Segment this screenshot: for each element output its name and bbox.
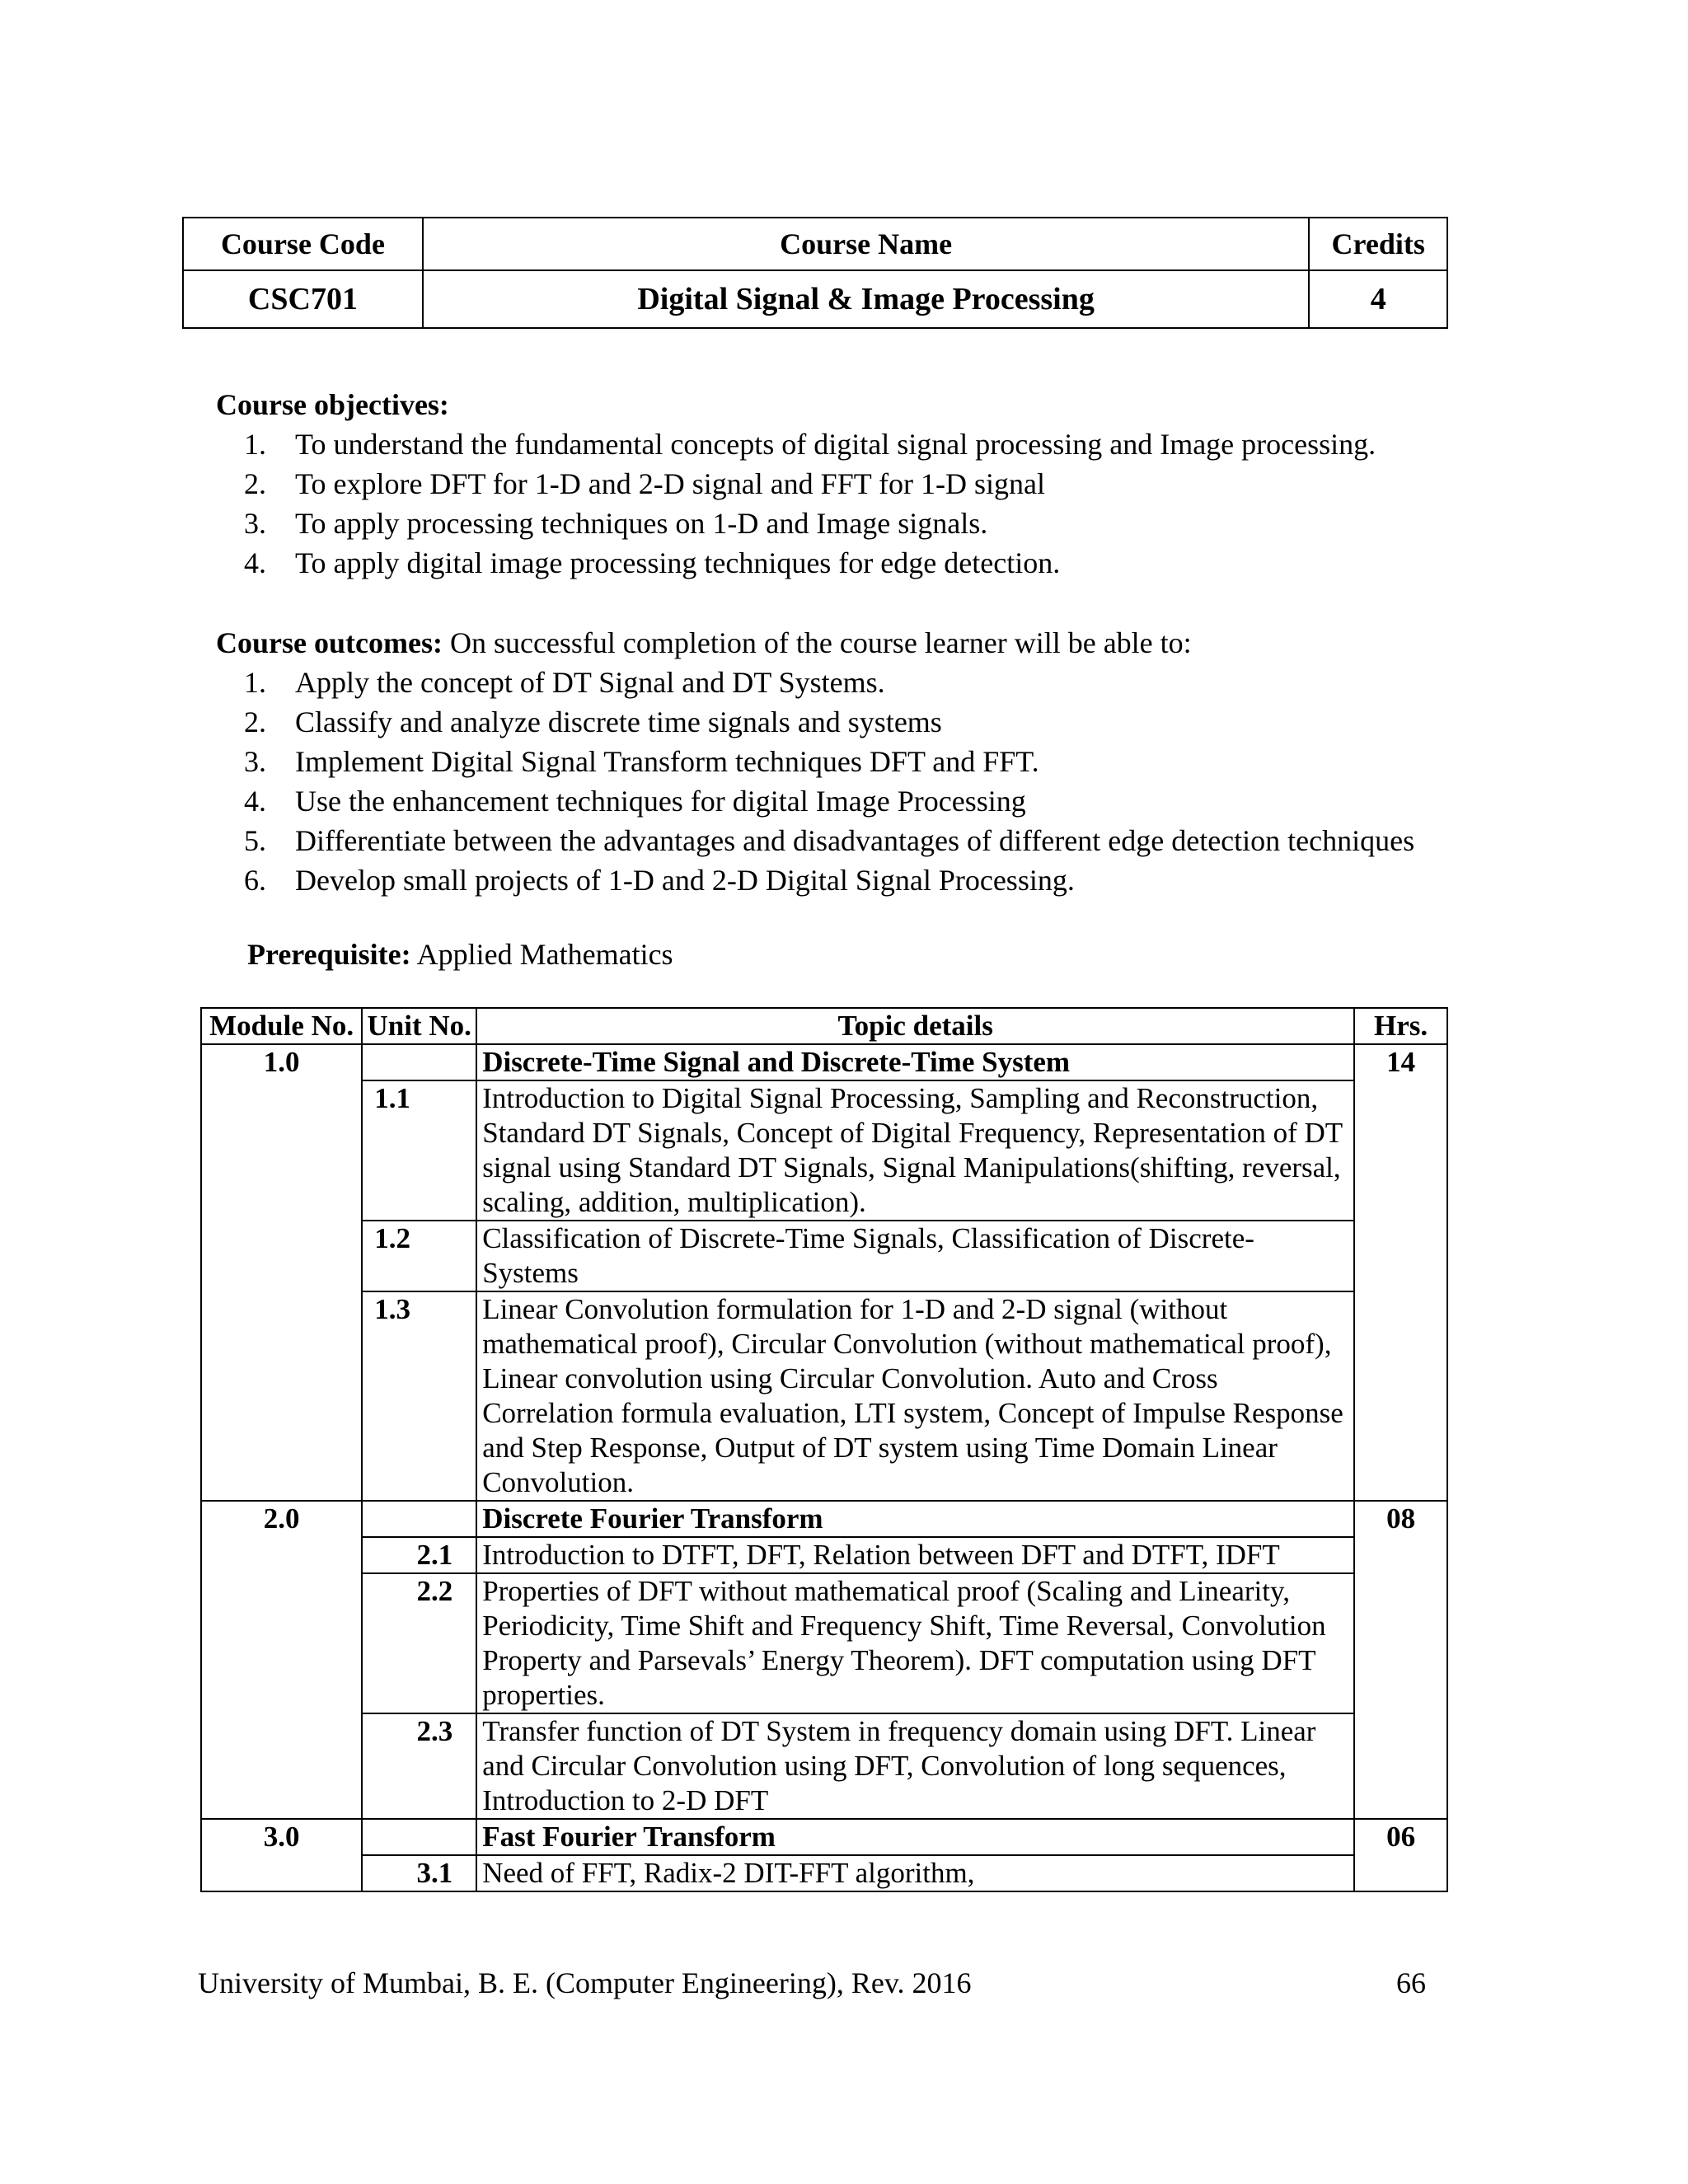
unit-topic: Linear Convolution formulation for 1-D and 2-D signal (without mathematical proof), Circular Convolution (without mathematical proof), Linear convolution using Circular Convolution. Auto and Cross Correlation formula evaluation, LTI system, Concept of Impulse Response and Step Response, Output of DT system using Time Domain Linear Convolution. [476, 1291, 1354, 1501]
footer-source: University of Mumbai, B. E. (Computer Engineering), Rev. 2016 [198, 1966, 972, 1999]
list-item: 1. Apply the concept of DT Signal and DT Systems. [244, 666, 885, 699]
table-row [201, 1573, 1447, 1713]
module-hours: 08 [1354, 1501, 1447, 1819]
table-row [201, 1221, 1447, 1291]
table-row [201, 1501, 1447, 1537]
module-no: 3.0 [201, 1819, 362, 1891]
course-objectives [216, 385, 1376, 583]
module-title: Fast Fourier Transform [476, 1819, 1354, 1855]
list-item: 1. To understand the fundamental concepts of digital signal processing and Image processing. [244, 428, 1376, 461]
table-row [201, 1291, 1447, 1501]
course-code-header: Course Code [183, 218, 423, 270]
course-code: CSC701 [183, 270, 423, 328]
unit-topic: Need of FFT, Radix-2 DIT-FFT algorithm, [476, 1855, 1354, 1891]
list-item: 4. Use the enhancement techniques for digital Image Processing [244, 785, 1026, 818]
module-hours: 06 [1354, 1819, 1447, 1891]
list-item: 6. Develop small projects of 1-D and 2-D Digital Signal Processing. [244, 864, 1075, 897]
unit-topic: Transfer function of DT System in frequency domain using DFT. Linear and Circular Convolution using DFT, Convolution of long sequences, Introduction to 2-D DFT [476, 1713, 1354, 1819]
prerequisite-label: Prerequisite: [247, 938, 411, 971]
list-item: 3. To apply processing techniques on 1-D and Image signals. [244, 507, 988, 540]
outcomes-heading: Course outcomes: [216, 626, 443, 659]
unit-no: 1.3 [362, 1291, 476, 1501]
table-row [201, 1819, 1447, 1855]
course-credits: 4 [1309, 270, 1447, 328]
table-row [201, 1044, 1447, 1080]
course-outcomes [216, 623, 1414, 900]
unit-no: 3.1 [362, 1855, 476, 1891]
credits-header: Credits [1309, 218, 1447, 270]
outcomes-intro: On successful completion of the course learner will be able to: [442, 626, 1192, 659]
table-row [201, 1855, 1447, 1891]
prerequisite [247, 935, 673, 974]
topic-details-header: Topic details [476, 1008, 1354, 1044]
unit-no-header: Unit No. [362, 1008, 476, 1044]
list-item: 2. Classify and analyze discrete time signals and systems [244, 705, 942, 738]
course-name: Digital Signal & Image Processing [423, 270, 1310, 328]
course-info-row [183, 270, 1447, 328]
table-row [201, 1080, 1447, 1221]
course-info-header-row [183, 218, 1447, 270]
list-item: 4. To apply digital image processing techniques for edge detection. [244, 546, 1061, 579]
unit-topic: Introduction to DTFT, DFT, Relation between DFT and DTFT, IDFT [476, 1537, 1354, 1573]
unit-topic: Classification of Discrete-Time Signals, Classification of Discrete-Systems [476, 1221, 1354, 1291]
course-name-header: Course Name [423, 218, 1310, 270]
list-item: 5. Differentiate between the advantages and disadvantages of different edge detection techniques [244, 824, 1415, 857]
module-no: 2.0 [201, 1501, 362, 1819]
prerequisite-value: Applied Mathematics [410, 938, 673, 971]
module-title: Discrete-Time Signal and Discrete-Time System [476, 1044, 1354, 1080]
hours-header: Hrs. [1354, 1008, 1447, 1044]
list-item: 2. To explore DFT for 1-D and 2-D signal and FFT for 1-D signal [244, 467, 1046, 500]
module-no: 1.0 [201, 1044, 362, 1501]
unit-no: 1.1 [362, 1080, 476, 1221]
unit-topic: Properties of DFT without mathematical proof (Scaling and Linearity, Periodicity, Time Shift and Frequency Shift, Time Reversal, Convolution Property and Parsevals’ Energy Theorem). DFT computation using DFT properties. [476, 1573, 1354, 1713]
course-info-table [182, 217, 1448, 329]
list-item: 3. Implement Digital Signal Transform techniques DFT and FFT. [244, 745, 1039, 778]
table-row [201, 1537, 1447, 1573]
syllabus-header-row [201, 1008, 1447, 1044]
module-no-header: Module No. [201, 1008, 362, 1044]
unit-topic: Introduction to Digital Signal Processing, Sampling and Reconstruction, Standard DT Signals, Concept of Digital Frequency, Representation of DT signal using Standard DT Signals, Signal Manipulations(shifting, reversal, scaling, addition, multiplication). [476, 1080, 1354, 1221]
unit-no: 2.1 [362, 1537, 476, 1573]
objectives-list [216, 424, 1376, 583]
module-hours: 14 [1354, 1044, 1447, 1501]
module-title: Discrete Fourier Transform [476, 1501, 1354, 1537]
outcomes-list [216, 663, 1414, 900]
unit-no: 2.2 [362, 1573, 476, 1713]
page-number: 66 [1396, 1966, 1426, 1999]
unit-no: 2.3 [362, 1713, 476, 1819]
syllabus-table [200, 1007, 1448, 1892]
unit-no: 1.2 [362, 1221, 476, 1291]
objectives-heading: Course objectives: [216, 388, 449, 421]
table-row [201, 1713, 1447, 1819]
